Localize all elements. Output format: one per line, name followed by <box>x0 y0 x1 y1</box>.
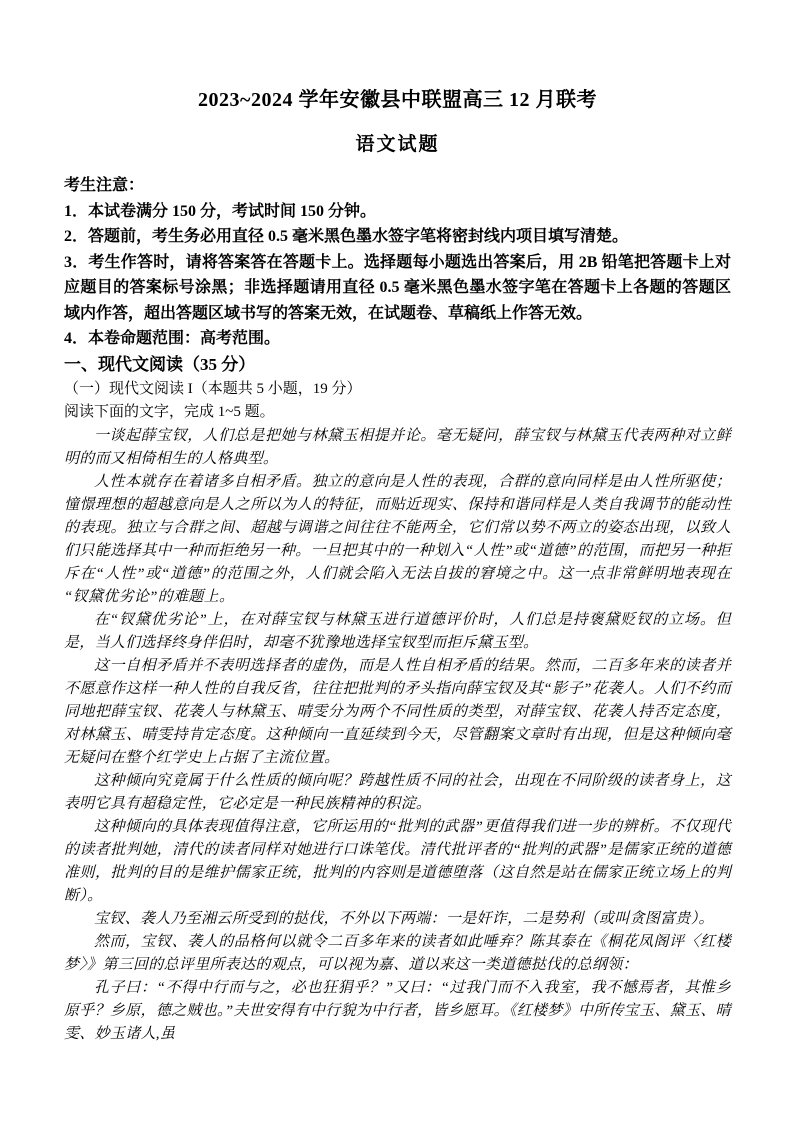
notice-item-4: 4．本卷命题范围：高考范围。 <box>64 330 281 347</box>
passage-paragraph-9: 孔子曰：“不得中行而与之，必也狂狷乎？”又曰：“过我门而不入我室，我不憾焉者，其惟乡原乎？乡原，德之贼也。”夫世安得有中行貌为中行者，皆乡愿耳。《红楼梦》中所传宝玉、黛玉、晴雯、妙玉诸人,虽 <box>64 979 731 1042</box>
notice-item-3: 3．考生作答时，请将答案答在答题卡上。选择题每小题选出答案后，用 2B 铅笔把答题卡上对应题目的答案标号涂黑；非选择题请用直径 0.5 毫米黑色墨水签字笔在答题卡上各题的答题区域内作答，超出答题区域书写的答案无效，在试题卷、草稿纸上作答无效。 <box>64 253 731 322</box>
passage-paragraph-8: 然而，宝钗、袭人的品格何以就令二百多年来的读者如此唾弃？陈其泰在《桐花凤阁评〈红楼梦〉》第三回的总评里所表达的观点，可以视为嘉、道以来这一类道德挞伐的总纲领： <box>64 933 731 973</box>
passage-paragraph-6: 这种倾向的具体表现值得注意，它所运用的“批判的武器”更值得我们进一步的辨析。不仅现代的读者批判她，清代的读者同样对她进行口诛笔伐。清代批评者的“批判的武器”是儒家正统的道德准则，批判的目的是维护儒家正统，批判的内容则是道德堕落（这自然是站在儒家正统立场上的判断）。 <box>64 818 731 904</box>
section-heading-modern-reading: 一、现代文阅读（35 分） <box>64 354 256 374</box>
passage-paragraph-5: 这种倾向究竟属于什么性质的倾向呢？跨越性质不同的社会，出现在不同阶级的读者身上，这表明它具有超稳定性，它必定是一种民族精神的积淀。 <box>64 772 731 812</box>
notice-heading: 考生注意： <box>64 177 145 194</box>
passage-paragraph-2: 人性本就存在着诸多自相矛盾。独立的意向是人性的表现，合群的意向同样是由人性所驱使；憧憬理想的超越意向是人之所以为人的特征，而贴近现实、保持和谐同样是人类自我调节的能动性的表现。独立与合群之间、超越与调谐之间往往不能两全，它们常以势不两立的姿态出现，以致人们只能选择其中一种而拒绝另一种。一旦把其中的一种划入“人性”或“道德”的范围，而把另一种拒斥在“人性”或“道德”的范围之外，人们就会陷入无法自拔的窘境之中。这一点非常鲜明地表现在“钗黛优劣论”的难题上。 <box>64 473 731 605</box>
reading-passage <box>64 425 731 1046</box>
notice-item-1: 1．本试卷满分 150 分，考试时间 150 分钟。 <box>64 202 377 220</box>
exam-subtitle: 语文试题 <box>355 134 440 155</box>
passage-paragraph-3: 在“钗黛优劣论”上，在对薛宝钗与林黛玉进行道德评价时，人们总是持褒黛贬钗的立场。但是，当人们选择终身伴侣时，却毫不犹豫地选择宝钗型而拒斥黛玉型。 <box>64 611 731 651</box>
reading-instruction: 阅读下面的文字，完成 1~5 题。 <box>64 403 275 420</box>
passage-paragraph-4: 这一自相矛盾并不表明选择者的虚伪，而是人性自相矛盾的结果。然而，二百多年来的读者并不愿意作这样一种人性的自我反省，往往把批判的矛头指向薛宝钗及其“影子”花袭人。人们不约而同地把薛宝钗、花袭人与林黛玉、晴雯分为两个不同性质的类型，对薛宝钗、花袭人持否定态度，对林黛玉、晴雯持肯定态度。这种倾向一直延续到今天，尽管翻案文章时有出现，但是这种倾向毫无疑问在整个红学史上占据了主流位置。 <box>64 657 731 766</box>
notice-item-2: 2．答题前，考生务必用直径 0.5 毫米黑色墨水签字笔将密封线内项目填写清楚。 <box>64 228 629 245</box>
passage-paragraph-1: 一谈起薛宝钗，人们总是把她与林黛玉相提并论。毫无疑问，薛宝钗与林黛玉代表两种对立鲜明的而又相倚相生的人格典型。 <box>64 427 731 467</box>
subsection-heading-reading-1: （一）现代文阅读 I（本题共 5 小题，19 分） <box>64 380 362 397</box>
candidate-notice-section <box>64 173 731 352</box>
exam-title: 2023~2024 学年安徽县中联盟高三 12 月联考 <box>198 89 597 111</box>
passage-paragraph-7: 宝钗、袭人乃至湘云所受到的挞伐，不外以下两端：一是奸诈，二是势利（或叫贪图富贵）。 <box>94 910 714 927</box>
